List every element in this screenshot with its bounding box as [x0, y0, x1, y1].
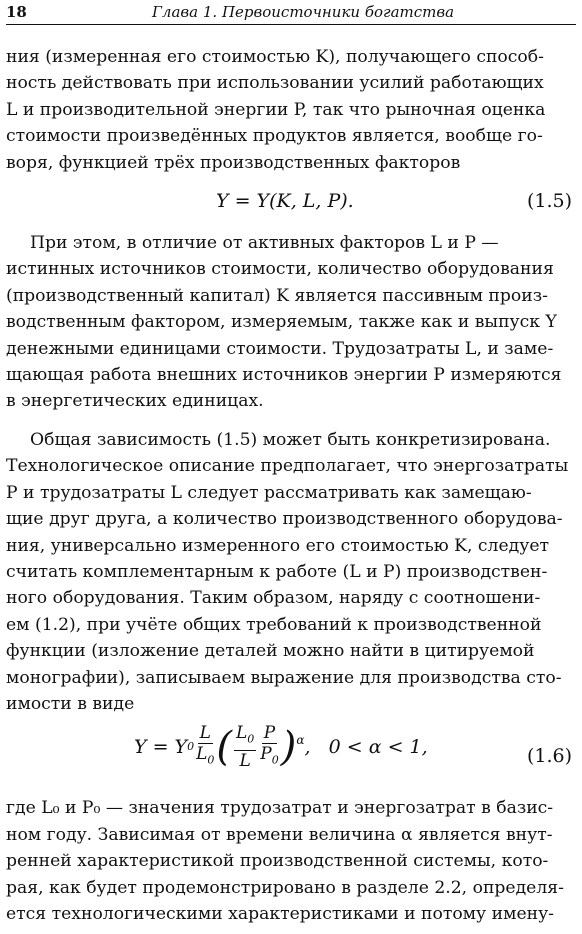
text-line: имости в виде [6, 693, 135, 714]
frac-num: P [263, 723, 276, 744]
equation-formula: Y = Y(K, L, P). [216, 190, 354, 213]
text-line: При этом, в отличие от активных факторов L и P — [30, 233, 499, 254]
text-line: где L₀ и P₀ — значения трудозатрат и энергозатрат в базис- [6, 798, 554, 819]
text-line: щие друг друга, а количество производственного оборудова- [6, 509, 563, 530]
frac-num: L [199, 723, 211, 744]
eq-exponent: α [296, 733, 305, 748]
text-line: ном году. Зависимая от времени величина α является внут- [6, 824, 553, 845]
paragraph-2 [6, 230, 576, 415]
equation-formula [134, 723, 428, 770]
paragraph-3 [6, 427, 576, 717]
fraction-l0-over-l [234, 723, 256, 770]
equation-number: (1.5) [526, 190, 572, 213]
right-paren: ) [280, 724, 297, 771]
text-line: стоимости произведённых продуктов является, вообще го- [6, 126, 543, 147]
frac-den-sub: 0 [271, 753, 279, 767]
eq-lhs-sub: 0 [187, 739, 195, 753]
text-line: считать комплементарным к работе (L и P) производствен- [6, 561, 548, 582]
page-body [6, 44, 576, 927]
text-line: рая, как будет продемонстрировано в разделе 2.2, определя- [6, 877, 564, 898]
frac-den-sub: 0 [207, 753, 215, 767]
text-line: L и производительной энергии P, так что рыночная оценка [6, 99, 546, 120]
text-line: ренней характеристикой производственной системы, кото- [6, 851, 549, 872]
text-line: Технологическое описание предполагает, что энергозатраты [6, 456, 569, 477]
page-number: 18 [6, 3, 27, 21]
fraction-l-over-l0 [196, 723, 214, 770]
text-line: монографии), записываем выражение для производства сто- [6, 667, 562, 688]
text-line: в энергетических единицах. [6, 391, 264, 412]
text-line: денежными единицами стоимости. Трудозатраты L, и заме- [6, 338, 554, 359]
text-line: водственным фактором, измеряемым, также как и выпуск Y [6, 312, 557, 333]
equation-number: (1.6) [526, 745, 572, 768]
running-title: Глава 1. Первоисточники богатства [152, 3, 455, 21]
text-line: Общая зависимость (1.5) может быть конкретизирована. [30, 429, 551, 450]
frac-den: P [260, 744, 272, 765]
text-line: щающая работа внешних источников энергии P измеряются [6, 365, 562, 386]
text-line: ем (1.2), при учёте общих требований к производственной [6, 614, 542, 635]
fraction-p-over-p0 [260, 723, 278, 770]
paragraph-1 [6, 44, 576, 176]
equation-1-5 [6, 176, 576, 230]
frac-den: L [239, 750, 251, 771]
text-line: воря, функцией трёх производственных факторов [6, 152, 461, 173]
running-header [6, 2, 576, 25]
eq-condition: , 0 < α < 1, [304, 735, 428, 758]
frac-den: L [196, 744, 208, 765]
paragraph-4 [6, 795, 576, 927]
text-line: (производственный капитал) K является пассивным произ- [6, 285, 548, 306]
eq-lhs: Y = Y [134, 735, 188, 758]
left-paren: ( [216, 724, 232, 771]
text-line: функции (изложение деталей можно найти в цитируемой [6, 641, 535, 662]
frac-num-sub: 0 [247, 732, 255, 746]
text-line: истинных источников стоимости, количество оборудования [6, 259, 554, 280]
text-line: ного оборудования. Таким образом, наряду с соотношени- [6, 588, 541, 609]
text-line: ется технологическими характеристиками и потому имену- [6, 903, 554, 924]
text-line: ния, универсально измеренного его стоимостью K, следует [6, 535, 550, 556]
equation-1-6 [6, 717, 576, 795]
text-line: ния (измеренная его стоимостью K), получающего способ- [6, 47, 544, 67]
text-line: ность действовать при использовании усилий работающих [6, 73, 544, 94]
text-line: P и трудозатраты L следует рассматривать как замещаю- [6, 482, 532, 503]
frac-num: L [236, 723, 248, 744]
